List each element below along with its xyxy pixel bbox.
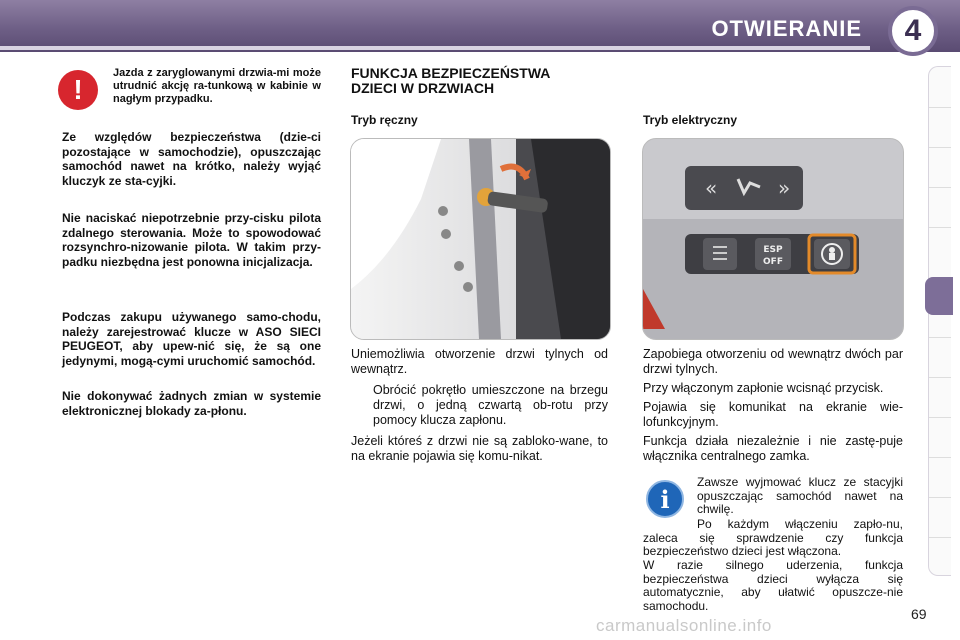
esp-label-line2: OFF bbox=[763, 257, 783, 267]
manual-intro: Uniemożliwia otworzenie drzwi tylnych od wewnątrz. bbox=[351, 347, 608, 376]
safety-note-3: Podczas zakupu używanego samo-chodu, należy zarejestrować klucze w ASO SIECI PEUGEOT, aby upew-nić się, że są one jedynymi, mogą-cymi uruchomić samochód. bbox=[62, 310, 321, 368]
section-title bbox=[351, 66, 550, 96]
electric-para-3: Pojawia się komunikat na ekranie wie-lofunkcyjnym. bbox=[643, 400, 903, 429]
watermark: carmanualsonline.info bbox=[596, 616, 772, 635]
chapter-tab[interactable] bbox=[929, 187, 951, 188]
chapter-number-badge: 4 bbox=[888, 6, 938, 56]
manual-mode-title: Tryb ręczny bbox=[351, 113, 418, 127]
header-divider bbox=[0, 46, 870, 50]
chapter-tab[interactable] bbox=[929, 417, 951, 418]
chapter-tab[interactable] bbox=[929, 227, 951, 228]
chapter-tab[interactable] bbox=[929, 457, 951, 458]
info-text-3: W razie silnego uderzenia, funkcja bezpieczeństwa dzieci wyłącza się automatycznie, aby ułatwić opuszcze-nie samochodu. bbox=[643, 558, 903, 613]
chapter-tab[interactable] bbox=[929, 537, 951, 538]
safety-note-1: Ze względów bezpieczeństwa (dzie-ci pozostające w samochodzie), opuszczając samochód nawet na krótko, należy wyjąć kluczyk ze sta-cyjki. bbox=[62, 130, 321, 188]
electric-para-2: Przy włączonym zapłonie wcisnąć przycisk. bbox=[643, 381, 884, 395]
info-text-2: Po każdym włączeniu zapło-nu, zaleca się sprawdzenie czy funkcja bezpieczeństwo dzieci jest włączona. bbox=[643, 517, 903, 558]
electric-para-4: Funkcja działa niezależnie i nie zastę-puje włącznika centralnego zamka. bbox=[643, 434, 903, 463]
safety-note-4: Nie dokonywać żadnych zmian w systemie elektronicznej blokady za-płonu. bbox=[62, 389, 321, 418]
chapter-title: OTWIERANIE bbox=[711, 16, 862, 41]
section-title-line2: DZIECI W DRZWIACH bbox=[351, 80, 495, 96]
manual-note: Jeżeli któreś z drzwi nie są zabloko-wane, to na ekranie pojawia się komu-nikat. bbox=[351, 434, 608, 463]
manual-step-text: Obrócić pokrętło umieszczone na brzegu drzwi, o jedną czwartą ob-rotu przy pomocy klucza zapłonu. bbox=[373, 383, 608, 427]
bullet-icon bbox=[351, 383, 373, 428]
electric-para-1: Zapobiega otworzeniu od wewnątrz dwóch par drzwi tylnych. bbox=[643, 347, 903, 376]
info-icon: i bbox=[646, 480, 684, 518]
safety-note-2: Nie naciskać niepotrzebnie przy-cisku pilota zdalnego sterowania. Może to spowodować rozsynchro-nizowanie pilota. W takim przy-padku niezbędna jest ponowna inicjalizacja. bbox=[62, 211, 321, 269]
manual-mode-text bbox=[351, 347, 608, 464]
svg-text:»: » bbox=[778, 176, 791, 200]
electric-mode-text bbox=[643, 347, 903, 464]
esp-label-line1: ESP bbox=[763, 245, 783, 255]
manual-step bbox=[351, 383, 608, 428]
chapter-tab[interactable] bbox=[929, 497, 951, 498]
dashboard-buttons-photo bbox=[642, 138, 904, 340]
svg-text:«: « bbox=[705, 176, 718, 200]
chapter-tabs bbox=[928, 66, 951, 576]
warning-text: Jazda z zaryglowanymi drzwia-mi może utrudnić akcję ra-tunkową w kabinie w nagłym przypadku. bbox=[113, 67, 321, 105]
chapter-tab[interactable] bbox=[929, 147, 951, 148]
exclamation-icon: ! bbox=[58, 70, 98, 110]
page-number: 69 bbox=[911, 606, 927, 622]
chapter-tab[interactable] bbox=[929, 337, 951, 338]
chapter-tab[interactable] bbox=[929, 107, 951, 108]
chapter-tab[interactable] bbox=[929, 377, 951, 378]
door-lock-photo bbox=[350, 138, 611, 340]
section-title-line1: FUNKCJA BEZPIECZEŃSTWA bbox=[351, 65, 551, 81]
chapter-tab-active[interactable] bbox=[925, 277, 953, 315]
electric-mode-title: Tryb elektryczny bbox=[643, 113, 738, 127]
info-text-1: Zawsze wyjmować klucz ze stacyjki opuszczając samochód nawet na chwilę. bbox=[697, 475, 903, 516]
